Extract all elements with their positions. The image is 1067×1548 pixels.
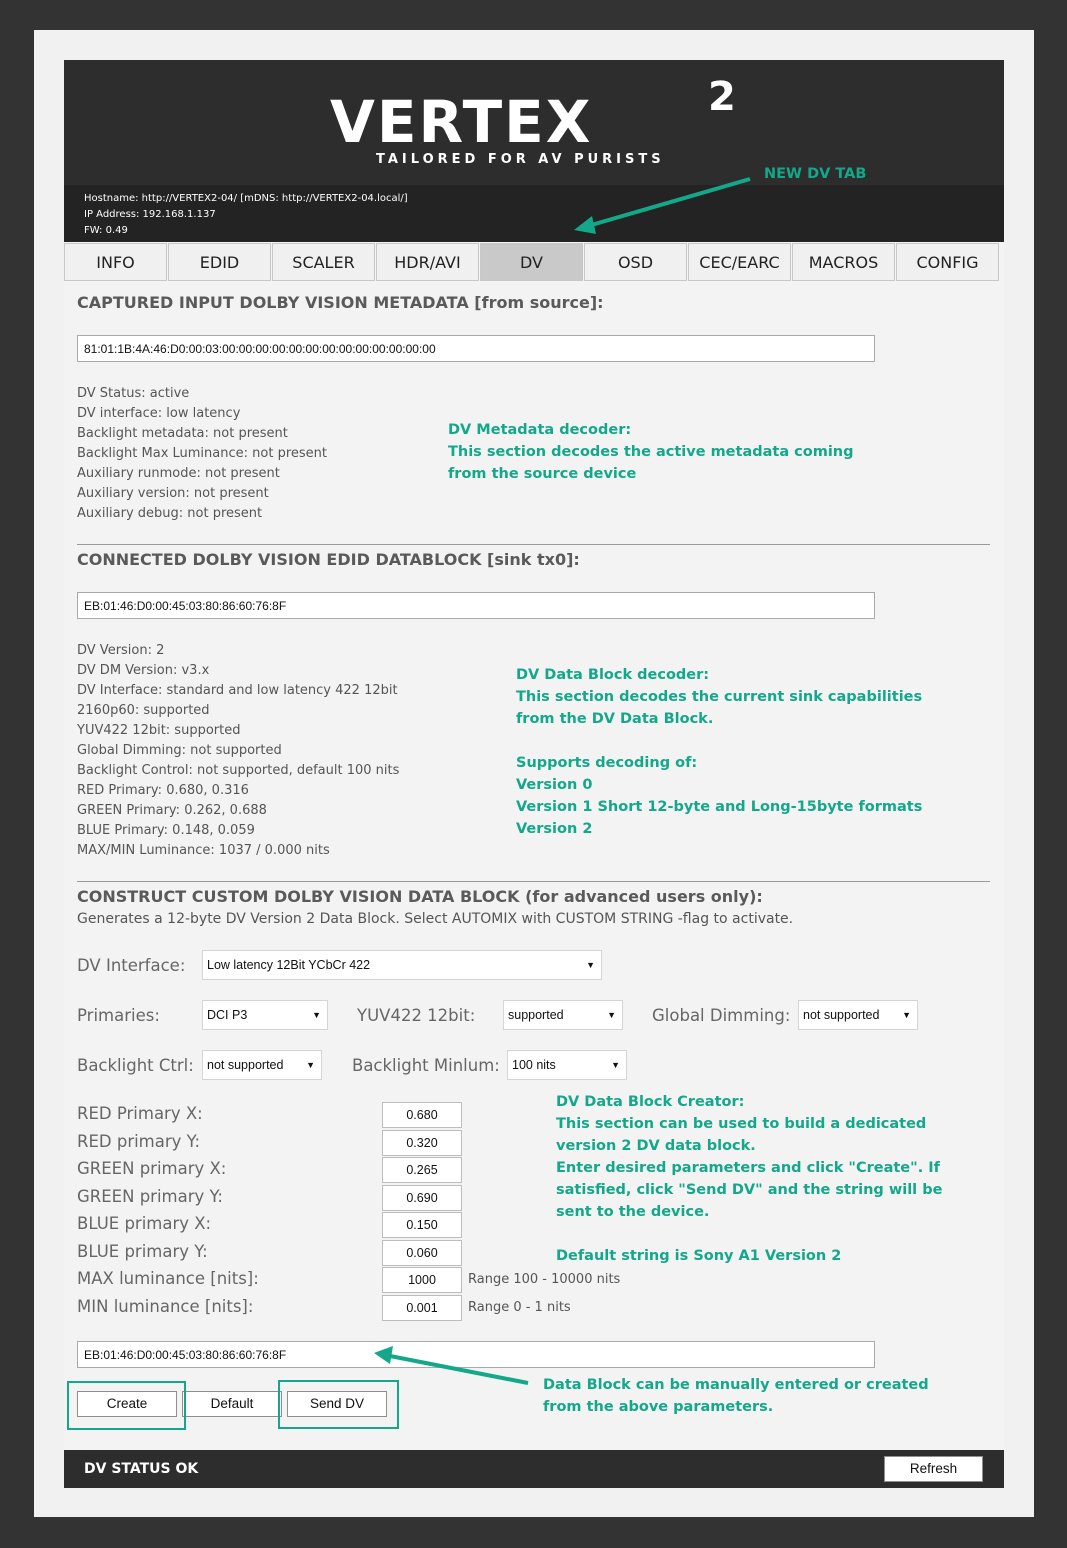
new-dv-tab-note: NEW DV TAB [764,166,867,182]
note-line: DV Metadata decoder: [448,422,632,438]
note-line: from the source device [448,466,637,482]
red-y-label: RED primary Y: [77,1132,201,1151]
status-text: DV STATUS OK [84,1461,199,1477]
backlight-minlum-value: 100 nits [512,1058,556,1072]
tab-info[interactable]: INFO [64,243,167,281]
blue-x-label: BLUE primary X: [77,1214,212,1233]
red-primary-info: RED Primary: 0.680, 0.316 [77,783,249,798]
note-line: This section can be used to build a dedicated [556,1116,927,1132]
red-x-label: RED Primary X: [77,1104,203,1123]
tab-macros[interactable]: MACROS [792,243,895,281]
min-luminance-range: Range 0 - 1 nits [468,1300,571,1315]
note-line: version 2 DV data block. [556,1138,756,1154]
custom-section-title: CONSTRUCT CUSTOM DOLBY VISION DATA BLOCK (for advanced users only): [77,887,763,906]
note-line: Version 1 Short 12-byte and Long-15byte formats [516,799,923,815]
auxiliary-debug-status: Auxiliary debug: not present [77,506,263,521]
note-line: This section decodes the current sink capabilities [516,689,923,705]
metadata-decoder-note [448,419,854,485]
green-x-input[interactable]: 0.265 [382,1157,462,1183]
note-line: Version 2 [516,821,593,837]
backlight-max-luminance-status: Backlight Max Luminance: not present [77,446,327,461]
primaries-value: DCI P3 [207,1008,248,1022]
tab-edid[interactable]: EDID [168,243,271,281]
connected-section-title: CONNECTED DOLBY VISION EDID DATABLOCK [sink tx0]: [77,550,580,569]
tab-bar [64,243,1004,283]
dropdown-arrow-icon: ▼ [902,1010,911,1020]
dropdown-arrow-icon: ▼ [611,1060,620,1070]
note-line: Version 0 [516,777,593,793]
backlight-minlum-select[interactable] [507,1050,627,1080]
green-y-label: GREEN primary Y: [77,1187,223,1206]
tab-osd[interactable]: OSD [584,243,687,281]
note-line: satisfied, click "Send DV" and the string will be [556,1182,943,1198]
dv-interface-label: DV Interface: [77,956,186,975]
dv-version-info: DV Version: 2 [77,643,165,658]
luminance-info: MAX/MIN Luminance: 1037 / 0.000 nits [77,843,330,858]
min-luminance-label: MIN luminance [nits]: [77,1297,254,1316]
captured-status-list [77,384,327,524]
dropdown-arrow-icon: ▼ [607,1010,616,1020]
note-line: This section decodes the active metadata coming [448,444,854,460]
create-button[interactable]: Create [77,1391,177,1417]
note-line: from the DV Data Block. [516,711,714,727]
tab-hdr-avi[interactable]: HDR/AVI [376,243,479,281]
default-button[interactable]: Default [182,1391,282,1417]
note-line: Default string is Sony A1 Version 2 [556,1248,842,1264]
dv-dm-version-info: DV DM Version: v3.x [77,663,210,678]
yuv422-select[interactable] [503,1000,623,1030]
send-dv-button[interactable]: Send DV [287,1391,387,1417]
dv-interface-value: Low latency 12Bit YCbCr 422 [207,958,371,972]
dropdown-arrow-icon: ▼ [312,1010,321,1020]
tab-dv[interactable]: DV [480,243,583,281]
logo-version: 2 [708,74,736,120]
yuv422-label: YUV422 12bit: [357,1006,476,1025]
green-x-label: GREEN primary X: [77,1159,227,1178]
logo-word: VERTEX [330,88,593,156]
yuv422-value: supported [508,1008,564,1022]
section-divider [77,881,990,882]
note-line: Supports decoding of: [516,755,698,771]
hostname-text: Hostname: http://VERTEX2-04/ [mDNS: http://VERTEX2-04.local/] [84,193,408,204]
status-bar [64,1450,1004,1488]
green-primary-info: GREEN Primary: 0.262, 0.688 [77,803,267,818]
dv-status: DV Status: active [77,386,190,401]
creator-note [556,1091,942,1267]
note-spacer [556,1223,942,1245]
tab-config[interactable]: CONFIG [896,243,999,281]
dropdown-arrow-icon: ▼ [586,960,595,970]
tab-cec-earc[interactable]: CEC/EARC [688,243,791,281]
ip-address-text: IP Address: 192.168.1.137 [84,209,216,220]
note-line: sent to the device. [556,1204,710,1220]
red-y-input[interactable]: 0.320 [382,1130,462,1156]
app-window [64,60,1004,1488]
global-dimming-value: not supported [803,1008,880,1022]
red-x-input[interactable]: 0.680 [382,1102,462,1128]
yuv422-info: YUV422 12bit: supported [77,723,241,738]
max-luminance-label: MAX luminance [nits]: [77,1269,259,1288]
auxiliary-version-status: Auxiliary version: not present [77,486,269,501]
backlight-minlum-label: Backlight Minlum: [352,1056,500,1075]
dv-interface-status: DV interface: low latency [77,406,241,421]
green-y-input[interactable]: 0.690 [382,1185,462,1211]
global-dimming-label: Global Dimming: [652,1006,791,1025]
blue-primary-info: BLUE Primary: 0.148, 0.059 [77,823,255,838]
backlight-control-info: Backlight Control: not supported, default 100 nits [77,763,400,778]
firmware-text: FW: 0.49 [84,225,128,236]
datablock-decoder-note [516,664,922,840]
custom-section-subtitle: Generates a 12-byte DV Version 2 Data Block. Select AUTOMIX with CUSTOM STRING -flag to activate. [77,911,794,927]
captured-metadata-field[interactable]: 81:01:1B:4A:46:D0:00:03:00:00:00:00:00:00:00:00:00:00:00:00:00 [77,335,875,362]
create-highlight-box [67,1381,186,1430]
backlight-ctrl-value: not supported [207,1058,284,1072]
global-dimming-info: Global Dimming: not supported [77,743,282,758]
note-line: from the above parameters. [543,1399,774,1415]
blue-x-input[interactable]: 0.150 [382,1212,462,1238]
note-line: DV Data Block Creator: [556,1094,745,1110]
blue-y-label: BLUE primary Y: [77,1242,208,1261]
device-info-bar [64,185,1004,242]
backlight-ctrl-label: Backlight Ctrl: [77,1056,194,1075]
connected-datablock-field[interactable]: EB:01:46:D0:00:45:03:80:86:60:76:8F [77,592,875,619]
dv-interface-info: DV Interface: standard and low latency 422 12bit [77,683,398,698]
blue-y-input[interactable]: 0.060 [382,1240,462,1266]
max-luminance-input[interactable]: 1000 [382,1267,462,1293]
min-luminance-input[interactable]: 0.001 [382,1295,462,1321]
tab-scaler[interactable]: SCALER [272,243,375,281]
logo-tagline: TAILORED FOR AV PURISTS [376,152,665,167]
custom-datablock-field[interactable]: EB:01:46:D0:00:45:03:80:86:60:76:8F [77,1341,875,1368]
backlight-ctrl-select[interactable] [202,1050,322,1080]
dv-interface-select[interactable] [202,950,602,980]
note-line: DV Data Block decoder: [516,667,710,683]
section-divider [77,544,990,545]
note-spacer [516,730,922,752]
primaries-select[interactable] [202,1000,328,1030]
max-luminance-range: Range 100 - 10000 nits [468,1272,621,1287]
captured-section-title: CAPTURED INPUT DOLBY VISION METADATA [from source]: [77,293,604,312]
2160p60-info: 2160p60: supported [77,703,210,718]
backlight-metadata-status: Backlight metadata: not present [77,426,288,441]
refresh-button[interactable]: Refresh [884,1456,983,1482]
global-dimming-select[interactable] [798,1000,918,1030]
manual-entry-note [543,1374,929,1418]
send-highlight-box [278,1380,399,1429]
connected-info-list [77,641,399,861]
note-line: Enter desired parameters and click "Create". If [556,1160,940,1176]
dropdown-arrow-icon: ▼ [306,1060,315,1070]
auxiliary-runmode-status: Auxiliary runmode: not present [77,466,280,481]
note-line: Data Block can be manually entered or created [543,1377,929,1393]
primaries-label: Primaries: [77,1006,160,1025]
